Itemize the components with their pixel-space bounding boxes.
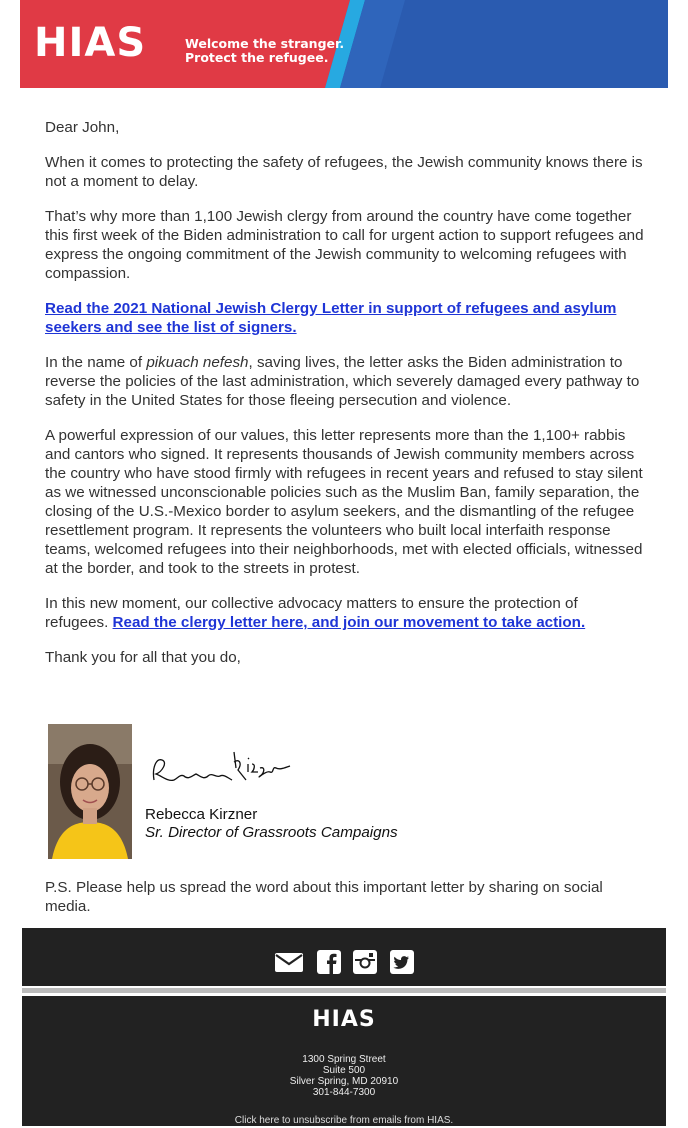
handwritten-signature — [148, 740, 298, 790]
paragraph-3-start: In the name of — [45, 354, 147, 371]
clergy-letter-paragraph — [45, 299, 645, 337]
social-bar — [22, 928, 666, 986]
signer-name: Rebecca Kirzner — [145, 806, 258, 823]
unsubscribe-link[interactable]: Click here to unsubscribe from emails from HIAS. — [234, 1115, 454, 1126]
paragraph-3 — [45, 353, 645, 410]
hias-logo: HIAS — [34, 20, 147, 66]
signature-image — [148, 740, 298, 790]
twitter-icon[interactable] — [390, 950, 414, 979]
paragraph-5 — [45, 594, 645, 632]
signature-block — [48, 724, 648, 859]
greeting: Dear John, — [45, 119, 120, 136]
instagram-icon[interactable] — [353, 950, 377, 979]
portrait-image — [48, 724, 132, 859]
postscript: P.S. Please help us spread the word about this important letter by sharing on social media. — [45, 879, 603, 915]
paragraph-1: When it comes to protecting the safety of refugees, the Jewish community knows there is not a moment to delay. — [45, 154, 643, 190]
phone-number: 301-844-7300 — [312, 1087, 376, 1098]
paragraph-3-end: , saving lives, the letter asks the Biden administration to reverse the policies of the last administration, which severely damaged every pathway to safety in the United States for those fleeing persecution and violence. — [45, 354, 640, 409]
address-line-2: Suite 500 — [322, 1065, 366, 1076]
take-action-link[interactable]: Read the clergy letter here, and join our movement to take action. — [112, 614, 586, 631]
address-line-1: 1300 Spring Street — [302, 1054, 386, 1065]
social-icons — [22, 950, 666, 979]
unsubscribe-row — [22, 1115, 666, 1126]
paragraph-4: A powerful expression of our values, this letter represents more than the 1,100+ rabbis and cantors who signed. It represents thousands of Jewish community members across the country who have stood firmly with refugees in recent years and refused to stay silent as we witnessed unconscionable policies such as the Muslim Ban, family separation, the closing of the U.S.-Mexico border to asylum seekers, and the dismantling of the refugee resettlement program. It represents the volunteers who built local interfaith response teams, welcomed refugees into their neighborhoods, met with elected officials, witnessed at the border, and took to the streets in protest. — [45, 427, 643, 577]
footer — [22, 996, 666, 1126]
footer-hias-logo: HIAS — [312, 1007, 376, 1032]
header-banner — [20, 0, 668, 88]
signer-title: Sr. Director of Grassroots Campaigns — [145, 824, 398, 841]
letter-body — [45, 118, 645, 683]
email-icon[interactable] — [274, 951, 304, 978]
address-line-3: Silver Spring, MD 20910 — [289, 1076, 399, 1087]
signer-photo — [48, 724, 132, 859]
banner-tagline — [185, 37, 344, 65]
paragraph-5-text: In this new moment, our collective advocacy matters to ensure the protection of refugees. — [45, 595, 578, 631]
paragraph-2: That’s why more than 1,100 Jewish clergy from around the country have come together this first week of the Biden administration to call for urgent action to support refugees and express the ongoing commitment of the Jewish community to welcoming refugees with compassion. — [45, 208, 644, 282]
facebook-icon[interactable] — [317, 950, 341, 979]
footer-divider — [22, 988, 666, 993]
clergy-letter-link[interactable]: Read the 2021 National Jewish Clergy Letter in support of refugees and asylum seekers and see the list of signers. — [45, 300, 617, 336]
closing: Thank you for all that you do, — [45, 649, 241, 666]
tagline-line-1: Welcome the stranger. — [185, 36, 345, 51]
footer-address — [22, 1054, 666, 1098]
pikuach-nefesh-term: pikuach nefesh — [146, 354, 249, 371]
tagline-line-2: Protect the refugee. — [185, 50, 329, 65]
